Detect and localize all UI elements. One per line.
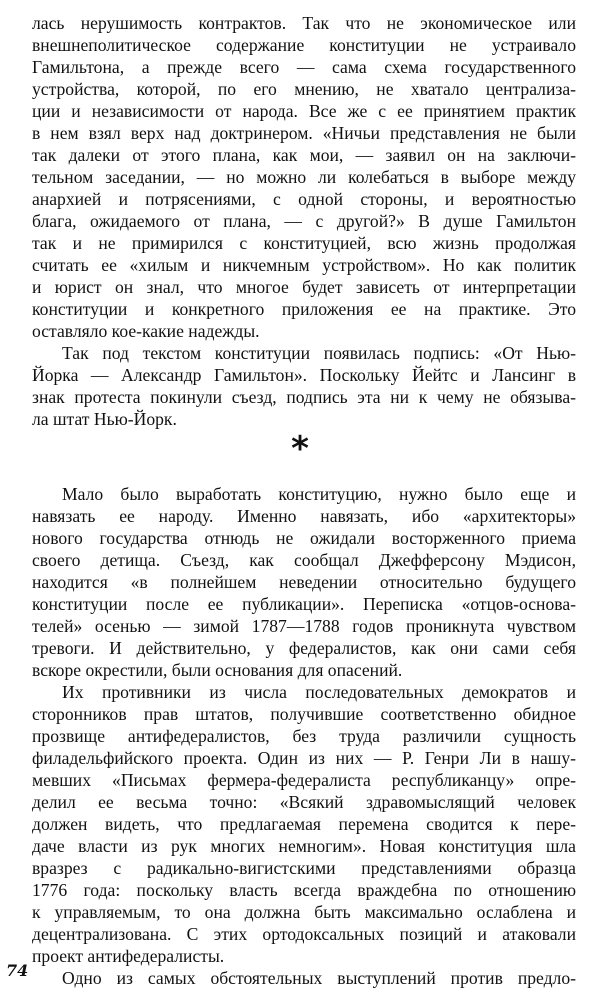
text-line: прозвище антифедералистов, без труда различили сущность [32,726,576,746]
text-line: Так под текстом конституции появилась подпись: «От Нью- [62,343,576,363]
text-line: блага, ожидаемого от плана, — с другой?» В душе Гамильтон [32,211,576,231]
text-line: мевших «Письмах фермера-федералиста республиканцу» опре- [32,770,576,790]
text-line: к управляемым, то она должна быть максимально ослаблена и [32,902,576,922]
text-line: внешнеполитическое содержание конституции не устраивало [32,35,576,55]
text-line: так и не примирился с конституцией, всю жизнь продолжая [32,233,576,253]
text-line: анархией и потрясениями, с одной стороны, и вероятностью [32,189,576,209]
text-line: и юрист он знал, что многое будет зависеть от интерпретации [32,277,576,297]
text-line: должен видеть, что предлагаемая перемена сводится к пере- [32,814,576,834]
text-line: так далеки от этого плана, как мои, — заявил он на заключи- [32,145,576,165]
text-line: своего детища. Съезд, как сообщал Джефферсону Мэдисон, [32,550,576,570]
text-line: даче власти из рук многих немногим». Новая конституция шла [32,836,576,856]
text-line: филадельфийского проекта. Один из них — Р. Генри Ли в нашу- [32,748,576,768]
text-line: навязать ее народу. Именно навязать, ибо «архитекторы» [32,506,576,526]
text-line: конституции и конкретного приложения ее на практике. Это [32,299,576,319]
text-line: конституции после ее публикации». Переписка «отцов-основа- [32,594,576,614]
text-line: нового государства отнюдь не ожидали восторженного приема [32,528,576,548]
text-line: 1776 года: поскольку власть всегда враждебна по отношению [32,880,576,900]
text-line: вскоре окрестили, были основания для опасений. [32,660,403,680]
text-line: Одно из самых обстоятельных выступлений против предло- [62,968,576,988]
text-line: устройства, которой, по его мнению, не хватало централиза- [32,79,576,99]
text-line: делил ее весьма точно: «Всякий здравомыслящий человек [32,792,576,812]
text-line: оставляло кое-какие надежды. [32,321,260,341]
text-line: Мало было выработать конституцию, нужно было еще и [62,484,576,504]
section-break-asterisk: * [291,429,309,469]
text-line: в нем взял верх над доктринером. «Ничьи представления не были [32,123,576,143]
text-line: лась нерушимость контрактов. Так что не экономическое или [32,13,576,33]
text-line: находится «в полнейшем неведении относительно будущего [32,572,576,592]
text-line: ла штат Нью-Йорк. [32,409,177,429]
text-line: тельном заседании, — но можно ли колебаться в выборе между [32,167,576,187]
text-line: Их противники из числа последовательных демократов и [62,682,576,702]
page-number: 74 [6,961,29,980]
text-line: децентрализована. С этих ортодоксальных позиций и атаковали [32,924,576,944]
text-line: Гамильтона, а прежде всего — сама схема государственного [32,57,576,77]
text-line: проект антифедералисты. [32,946,225,966]
text-line: ции и независимости от народа. Все же с ее принятием практик [32,101,576,121]
text-line: телей» осенью — зимой 1787—1788 годов проникнута чувством [32,616,576,636]
text-line: знак протеста покинули съезд, подпись эта ни к чему не обязыва- [32,387,576,407]
text-line: сторонников прав штатов, получившие соответственно обидное [32,704,576,724]
text-line: считать ее «хилым и никчемным устройством». Но как политик [32,255,576,275]
text-line: тревоги. И действительно, у федералистов, как они сами себя [32,638,576,658]
text-line: Йорка — Александр Гамильтон». Поскольку Йейтс и Лансинг в [32,365,576,385]
text-line: вразрез с радикально-вигистскими представлениями образца [32,858,576,878]
